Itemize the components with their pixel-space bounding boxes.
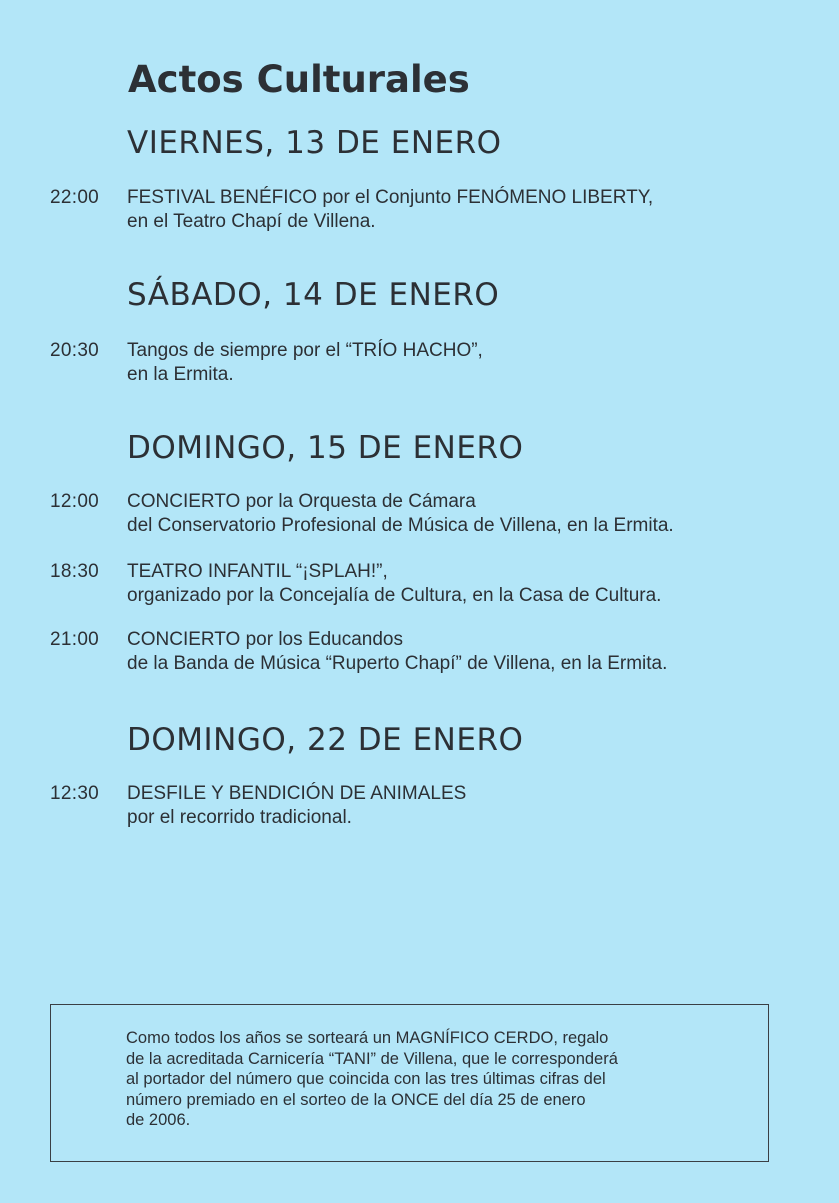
event-description xyxy=(127,782,827,830)
notice-line: de 2006. xyxy=(126,1111,191,1129)
event-time: 18:30 xyxy=(50,561,100,582)
day-heading-domingo-22: DOMINGO, 22 DE ENERO xyxy=(127,722,524,758)
notice-box xyxy=(50,1004,769,1162)
event-description xyxy=(127,186,827,234)
notice-line: al portador del número que coincida con las tres últimas cifras del xyxy=(126,1070,606,1088)
event-time: 21:00 xyxy=(50,629,100,650)
event-line: DESFILE Y BENDICIÓN DE ANIMALES xyxy=(127,783,467,804)
day-heading-viernes: VIERNES, 13 DE ENERO xyxy=(127,125,502,161)
event-description xyxy=(127,628,827,676)
day-heading-sabado: SÁBADO, 14 DE ENERO xyxy=(127,277,500,313)
event-time: 12:00 xyxy=(50,491,100,512)
event-line: FESTIVAL BENÉFICO por el Conjunto FENÓMENO LIBERTY, xyxy=(127,187,654,208)
event-time: 22:00 xyxy=(50,187,100,208)
notice-line: número premiado en el sorteo de la ONCE del día 25 de enero xyxy=(126,1090,586,1109)
event-line: TEATRO INFANTIL “¡SPLAH!”, xyxy=(127,561,388,582)
notice-line: de la acreditada Carnicería “TANI” de Villena, que le corresponderá xyxy=(126,1049,618,1068)
event-line: Tangos de siempre por el “TRÍO HACHO”, xyxy=(127,340,483,361)
event-time: 12:30 xyxy=(50,783,100,804)
event-line: por el recorrido tradicional. xyxy=(127,807,352,828)
event-description xyxy=(127,490,827,538)
notice-line: Como todos los años se sorteará un MAGNÍFICO CERDO, regalo xyxy=(126,1029,609,1047)
event-line: de la Banda de Música “Ruperto Chapí” de Villena, en la Ermita. xyxy=(127,653,668,674)
page-title: Actos Culturales xyxy=(128,58,470,101)
event-line: organizado por la Concejalía de Cultura, en la Casa de Cultura. xyxy=(127,585,662,606)
event-description xyxy=(127,339,827,387)
notice-text xyxy=(126,1028,726,1131)
event-line: CONCIERTO por la Orquesta de Cámara xyxy=(127,491,476,512)
day-heading-domingo-15: DOMINGO, 15 DE ENERO xyxy=(127,430,524,466)
event-line: en el Teatro Chapí de Villena. xyxy=(127,211,376,232)
event-description xyxy=(127,560,827,608)
event-line: en la Ermita. xyxy=(127,364,234,385)
event-line: del Conservatorio Profesional de Música de Villena, en la Ermita. xyxy=(127,515,674,536)
event-line: CONCIERTO por los Educandos xyxy=(127,629,403,650)
event-time: 20:30 xyxy=(50,340,100,361)
